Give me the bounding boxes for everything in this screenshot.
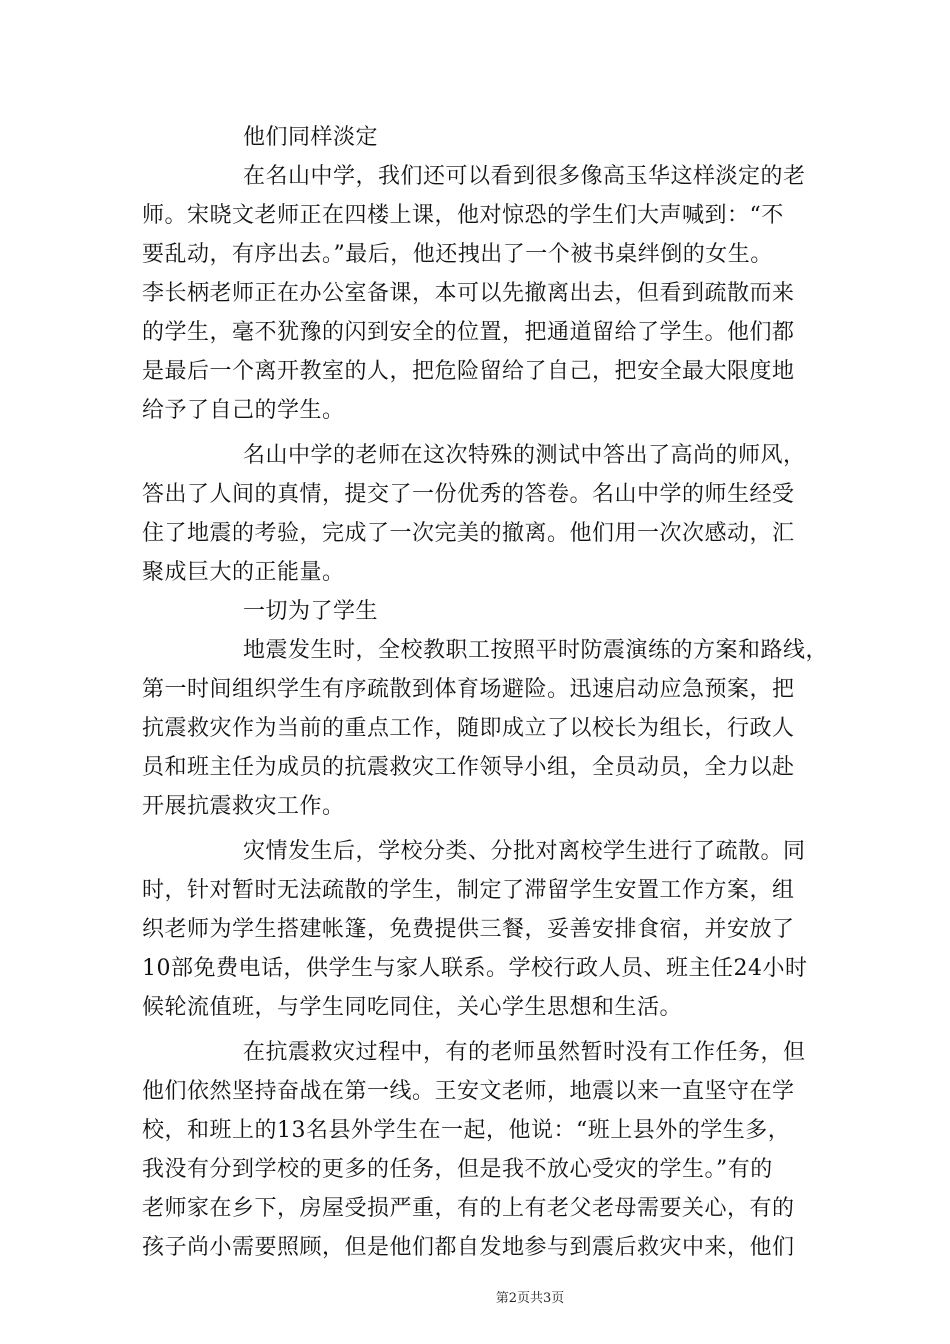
paragraph-line: 校，和班上的13名县外学生在一起，他说：“班上县外的学生多，	[142, 1118, 791, 1143]
paragraph-line: 名山中学的老师在这次特殊的测试中答出了高尚的师风，	[243, 443, 806, 468]
paragraph-line: 织老师为学生搭建帐篷，免费提供三餐，妥善安排食宿，并安放了	[142, 917, 795, 942]
paragraph-line: 员和班主任为成员的抗震救灾工作领导小组，全员动员，全力以赴	[142, 755, 795, 780]
paragraph-line: 的学生，毫不犹豫的闪到安全的位置，把通道留给了学生。他们都	[142, 320, 795, 345]
paragraph-line: 他们依然坚持奋战在第一线。王安文老师，地震以来一直坚守在学	[142, 1079, 795, 1104]
paragraph-line: 候轮流值班，与学生同吃同住，关心学生思想和生活。	[142, 995, 683, 1020]
paragraph-line: 在抗震救灾过程中，有的老师虽然暂时没有工作任务，但	[243, 1040, 806, 1065]
paragraph-line: 抗震救灾作为当前的重点工作，随即成立了以校长为组长，行政人	[142, 716, 795, 741]
paragraph-line: 住了地震的考验，完成了一次完美的撤离。他们用一次次感动，汇	[142, 521, 795, 546]
paragraph-line: 是最后一个离开教室的人，把危险留给了自己，把安全最大限度地	[142, 359, 795, 384]
section-heading: 他们同样淡定	[243, 125, 379, 150]
paragraph-line: 要乱动，有序出去。”最后，他还拽出了一个被书桌绊倒的女生。	[142, 242, 773, 267]
paragraph-line: 李长柄老师正在办公室备课，本可以先撤离出去，但看到疏散而来	[142, 281, 795, 306]
paragraph-line: 老师家在乡下，房屋受损严重，有的上有老父老母需要关心，有的	[142, 1196, 795, 1221]
paragraph-line: 地震发生时，全校教职工按照平时防震演练的方案和路线，	[243, 638, 829, 663]
paragraph-line: 给予了自己的学生。	[142, 398, 345, 423]
paragraph-line: 开展抗震救灾工作。	[142, 794, 345, 819]
paragraph-line: 孩子尚小需要照顾，但是他们都自发地参与到震后救灾中来，他们	[142, 1235, 795, 1260]
section-heading: 一切为了学生	[243, 599, 379, 624]
paragraph-line: 师。宋晓文老师正在四楼上课，他对惊恐的学生们大声喊到：“不	[142, 203, 784, 228]
paragraph-line: 我没有分到学校的更多的任务，但是我不放心受灾的学生。”有的	[142, 1157, 773, 1182]
document-body	[142, 118, 832, 1267]
page-number-footer: 第2页共3页	[495, 1291, 565, 1306]
paragraph-line: 时，针对暂时无法疏散的学生，制定了滞留学生安置工作方案，组	[142, 878, 795, 903]
paragraph-line: 灾情发生后，学校分类、分批对离校学生进行了疏散。同	[243, 839, 806, 864]
paragraph-line: 10部免费电话，供学生与家人联系。学校行政人员、班主任24小时	[142, 956, 808, 981]
paragraph-line: 聚成巨大的正能量。	[142, 560, 345, 585]
paragraph-line: 在名山中学，我们还可以看到很多像高玉华这样淡定的老	[243, 164, 806, 189]
paragraph-line: 第一时间组织学生有序疏散到体育场避险。迅速启动应急预案，把	[142, 677, 795, 702]
paragraph-line: 答出了人间的真情，提交了一份优秀的答卷。名山中学的师生经受	[142, 482, 795, 507]
